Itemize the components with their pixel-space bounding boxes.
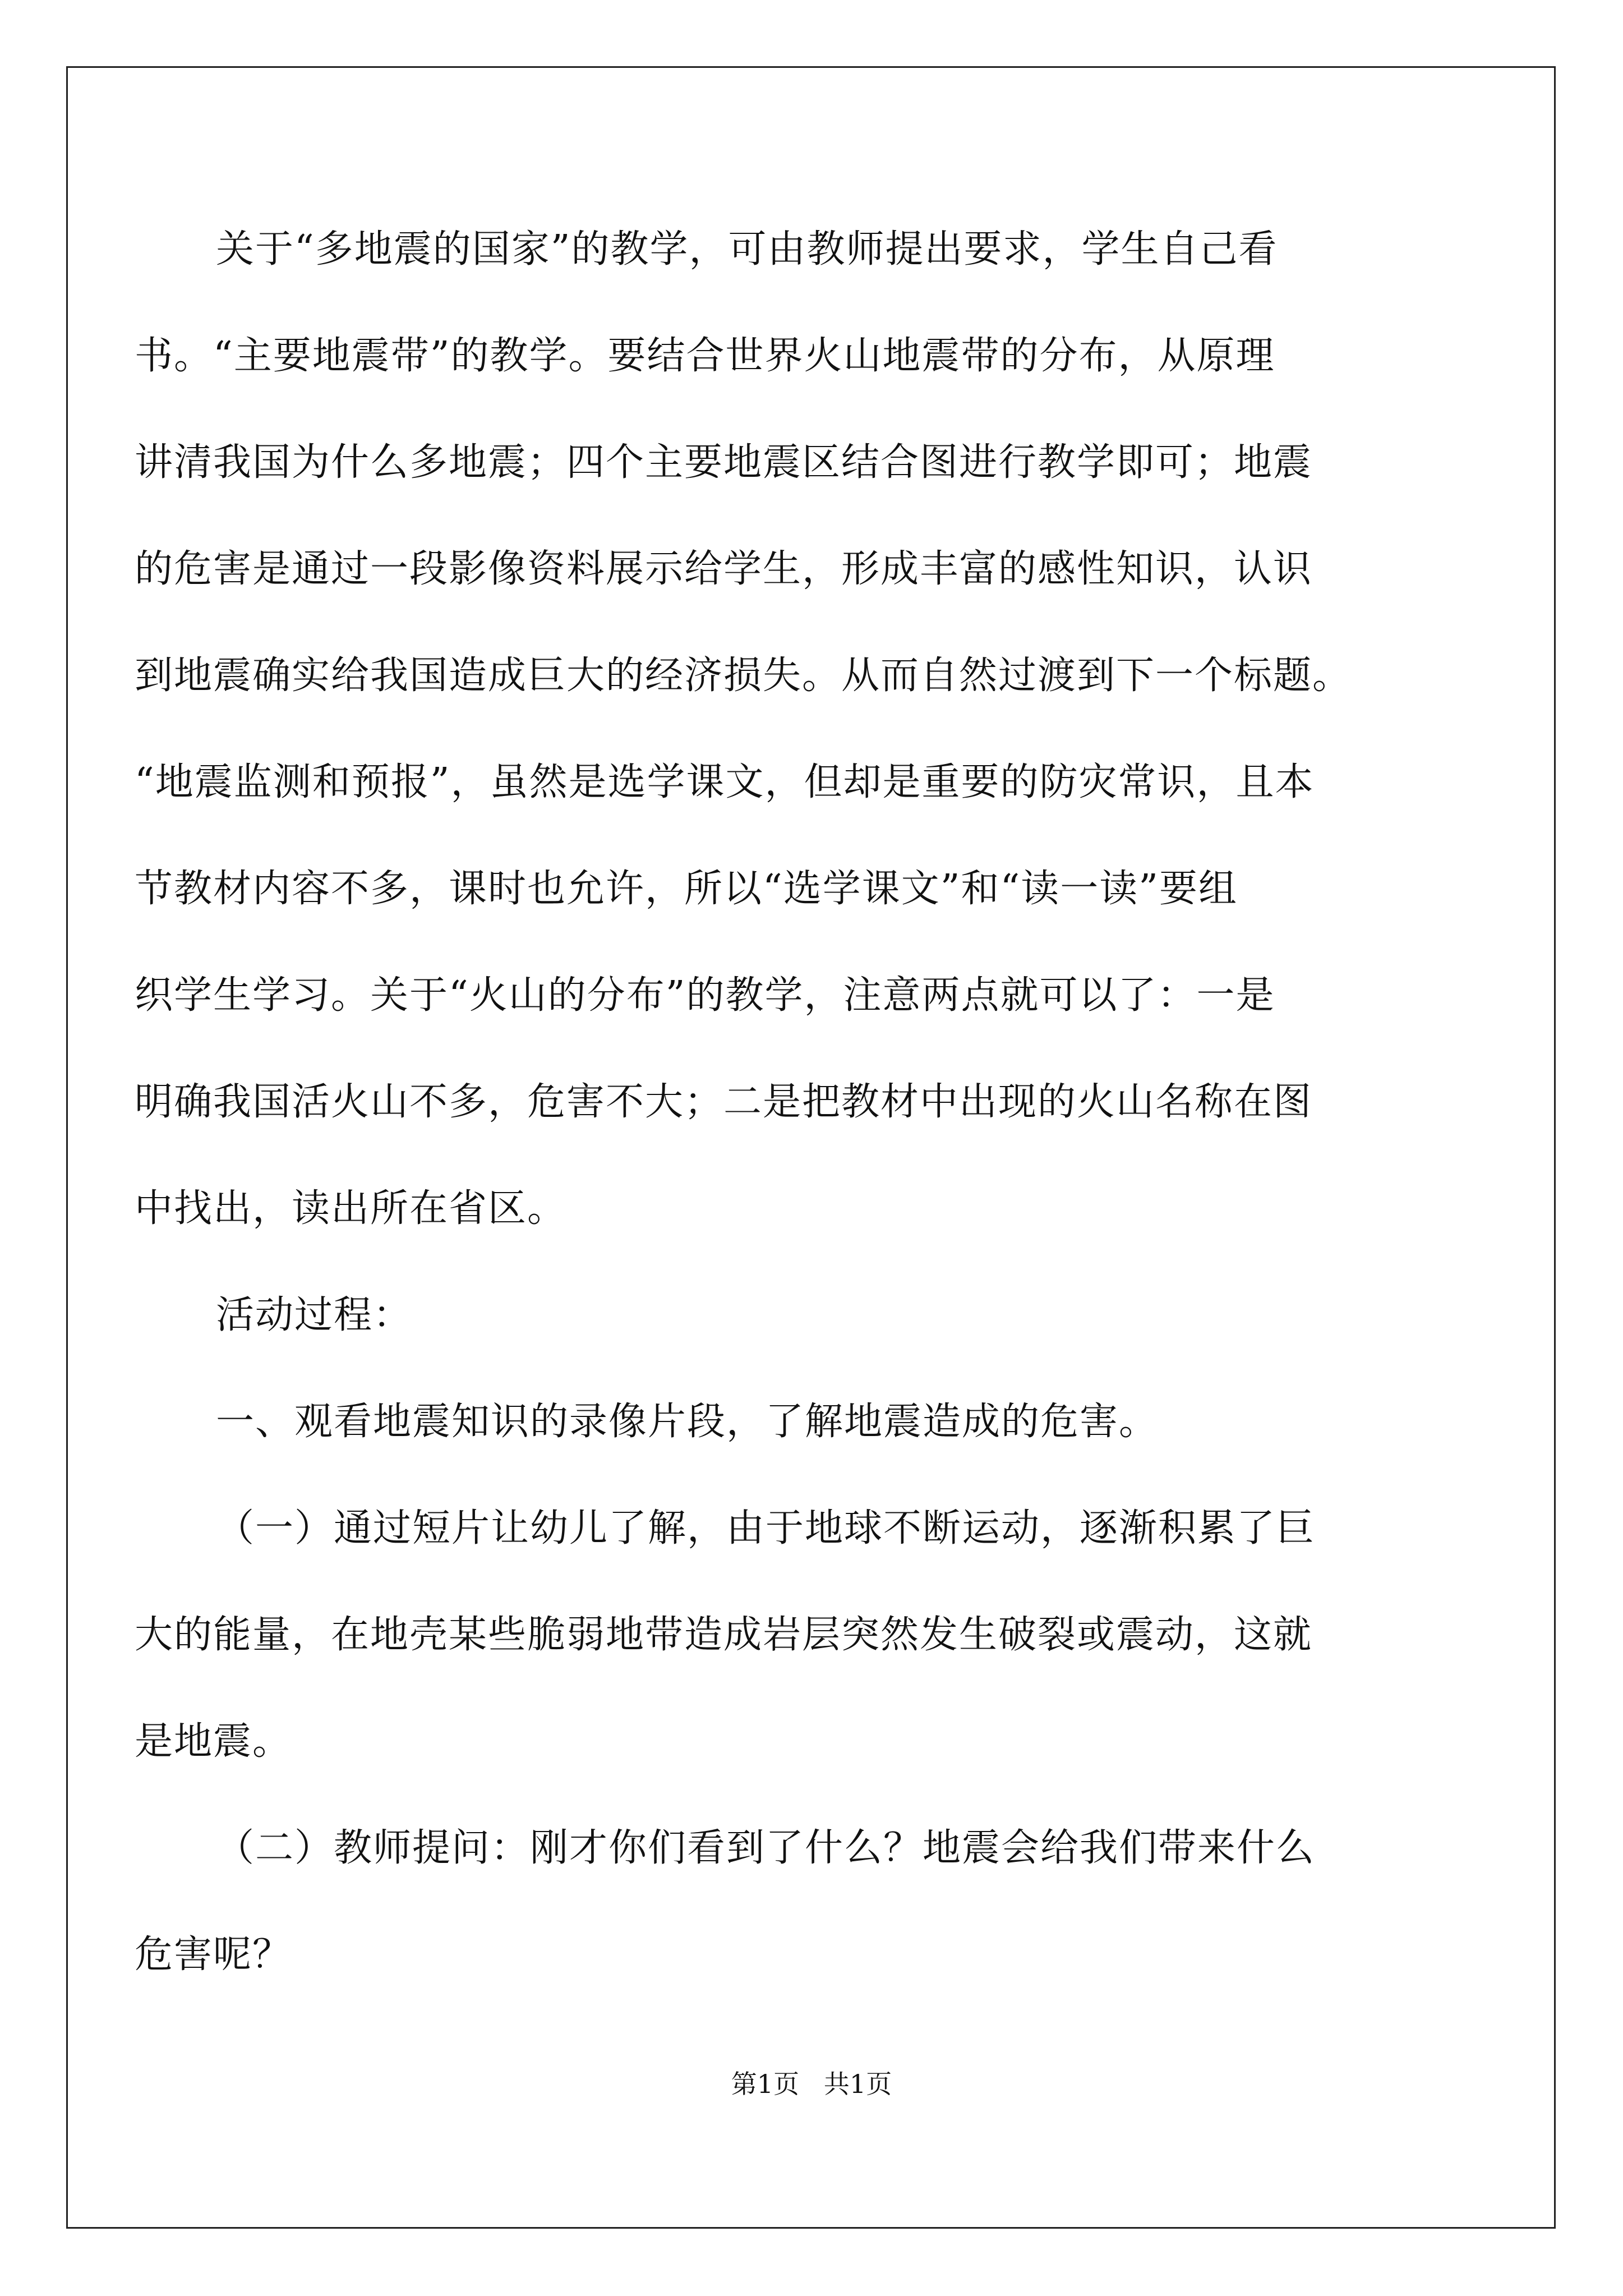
text-line: 是地震。 [135,1719,292,1764]
text-line: 活动过程： [216,1293,413,1337]
text-line: 的危害是通过一段影像资料展示给学生，形成丰富的感性知识，认识 [135,547,1313,591]
text-line: 一、观看地震知识的录像片段，了解地震造成的危害。 [216,1400,1159,1444]
text-line: （二）教师提问：刚才你们看到了什么？地震会给我们带来什么 [216,1826,1316,1870]
text-line: 书。“主要地震带”的教学。要结合世界火山地震带的分布，从原理 [135,334,1275,378]
text-line: 中找出，读出所在省区。 [135,1186,567,1231]
page-number-footer: 第1页 共1页 [731,2069,892,2099]
text-line: 讲清我国为什么多地震；四个主要地震区结合图进行教学即可；地震 [135,440,1313,485]
text-line: 危害呢？ [135,1932,292,1977]
text-line: 明确我国活火山不多，危害不大；二是把教材中出现的火山名称在图 [135,1080,1313,1124]
text-line: “地震监测和预报”，虽然是选学课文，但却是重要的防灾常识，且本 [135,760,1315,804]
page-border [66,66,1556,2229]
text-line: 到地震确实给我国造成巨大的经济损失。从而自然过渡到下一个标题。 [135,654,1352,698]
text-line: （一）通过短片让幼儿了解，由于地球不断运动，逐渐积累了巨 [216,1506,1316,1550]
text-line: 关于“多地震的国家”的教学，可由教师提出要求，学生自己看 [216,227,1278,272]
text-line: 织学生学习。关于“火山的分布”的教学，注意两点就可以了：一是 [135,973,1275,1018]
text-line: 节教材内容不多，课时也允许，所以“选学课文”和“读一读”要组 [135,867,1238,911]
text-line: 大的能量，在地壳某些脆弱地带造成岩层突然发生破裂或震动，这就 [135,1613,1313,1657]
